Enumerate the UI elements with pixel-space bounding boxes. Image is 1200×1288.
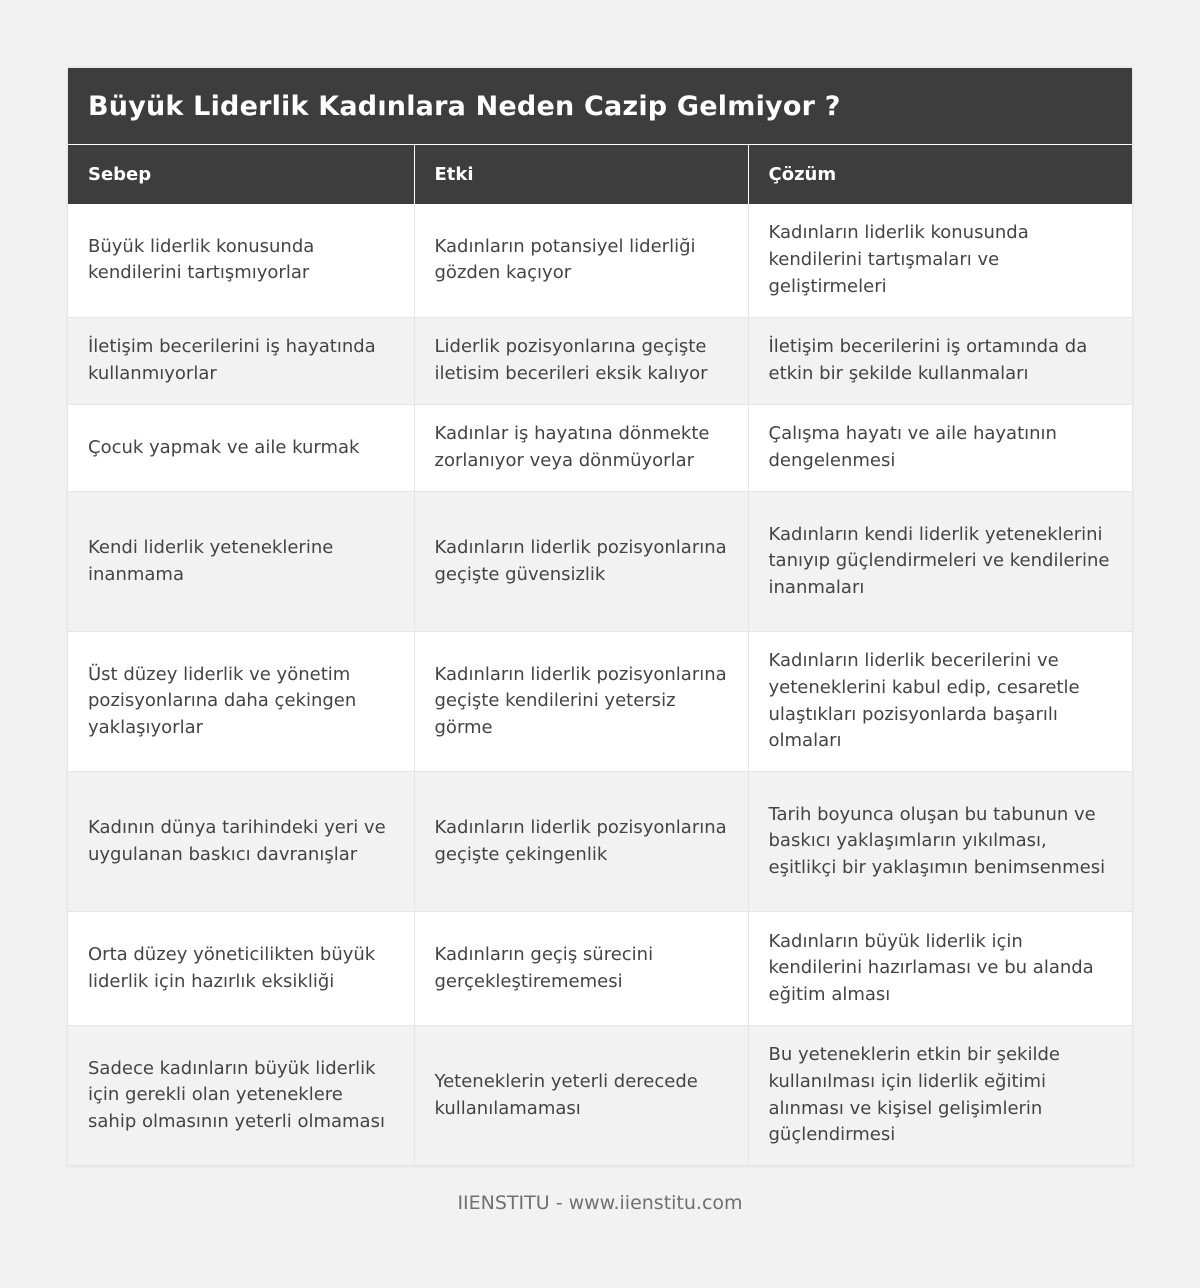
title-bar: [68, 68, 1132, 144]
column-header-etki: Etki: [414, 145, 748, 204]
cell-cozum: Tarih boyunca oluşan bu tabunun ve baskıcı yaklaşımların yıkılması, eşitlikçi bir yaklaşımın benimsenmesi: [748, 772, 1132, 912]
cell-sebep: Sadece kadınların büyük liderlik için gerekli olan yeteneklere sahip olmasının yeterli olmaması: [68, 1026, 414, 1166]
cell-etki: Kadınların liderlik pozisyonlarına geçişte çekingenlik: [414, 772, 748, 912]
cell-cozum: Bu yeteneklerin etkin bir şekilde kullanılması için liderlik eğitimi alınması ve kişisel gelişimlerin güçlendirmesi: [748, 1026, 1132, 1166]
cell-cozum: Kadınların liderlik becerilerini ve yeteneklerini kabul edip, cesaretle ulaştıkları pozisyonlarda başarılı olmaları: [748, 632, 1132, 772]
cell-etki: Kadınların liderlik pozisyonlarına geçişte güvensizlik: [414, 492, 748, 632]
table-row: [68, 1026, 1132, 1166]
header-row: [68, 145, 1132, 204]
table-row: [68, 772, 1132, 912]
cell-etki: Liderlik pozisyonlarına geçişte iletisim becerileri eksik kalıyor: [414, 318, 748, 405]
table-row: [68, 912, 1132, 1026]
cell-cozum: Kadınların büyük liderlik için kendilerini hazırlaması ve bu alanda eğitim alması: [748, 912, 1132, 1026]
table-row: [68, 405, 1132, 492]
table-row: [68, 204, 1132, 318]
cell-etki: Kadınların potansiyel liderliği gözden kaçıyor: [414, 204, 748, 318]
cell-sebep: Çocuk yapmak ve aile kurmak: [68, 405, 414, 492]
cell-etki: Kadınların geçiş sürecini gerçekleştirememesi: [414, 912, 748, 1026]
data-table: [68, 144, 1132, 1166]
column-header-cozum: Çözüm: [748, 145, 1132, 204]
footer-credit: IIENSTITU - www.iienstitu.com: [457, 1192, 743, 1214]
cell-sebep: İletişim becerilerini iş hayatında kullanmıyorlar: [68, 318, 414, 405]
cell-sebep: Kendi liderlik yeteneklerine inanmama: [68, 492, 414, 632]
cell-sebep: Büyük liderlik konusunda kendilerini tartışmıyorlar: [68, 204, 414, 318]
cell-cozum: Çalışma hayatı ve aile hayatının dengelenmesi: [748, 405, 1132, 492]
cell-sebep: Orta düzey yöneticilikten büyük liderlik için hazırlık eksikliği: [68, 912, 414, 1026]
cell-sebep: Kadının dünya tarihindeki yeri ve uygulanan baskıcı davranışlar: [68, 772, 414, 912]
column-header-sebep: Sebep: [68, 145, 414, 204]
table-row: [68, 318, 1132, 405]
page-title: Büyük Liderlik Kadınlara Neden Cazip Gelmiyor ?: [88, 90, 841, 122]
table-row: [68, 492, 1132, 632]
cell-etki: Yeteneklerin yeterli derecede kullanılamaması: [414, 1026, 748, 1166]
cell-cozum: Kadınların liderlik konusunda kendilerini tartışmaları ve geliştirmeleri: [748, 204, 1132, 318]
cell-etki: Kadınlar iş hayatına dönmekte zorlanıyor veya dönmüyorlar: [414, 405, 748, 492]
cell-cozum: İletişim becerilerini iş ortamında da etkin bir şekilde kullanmaları: [748, 318, 1132, 405]
table-card: [68, 68, 1132, 1166]
cell-etki: Kadınların liderlik pozisyonlarına geçişte kendilerini yetersiz görme: [414, 632, 748, 772]
cell-sebep: Üst düzey liderlik ve yönetim pozisyonlarına daha çekingen yaklaşıyorlar: [68, 632, 414, 772]
table-row: [68, 632, 1132, 772]
cell-cozum: Kadınların kendi liderlik yeteneklerini tanıyıp güçlendirmeleri ve kendilerine inanmaları: [748, 492, 1132, 632]
